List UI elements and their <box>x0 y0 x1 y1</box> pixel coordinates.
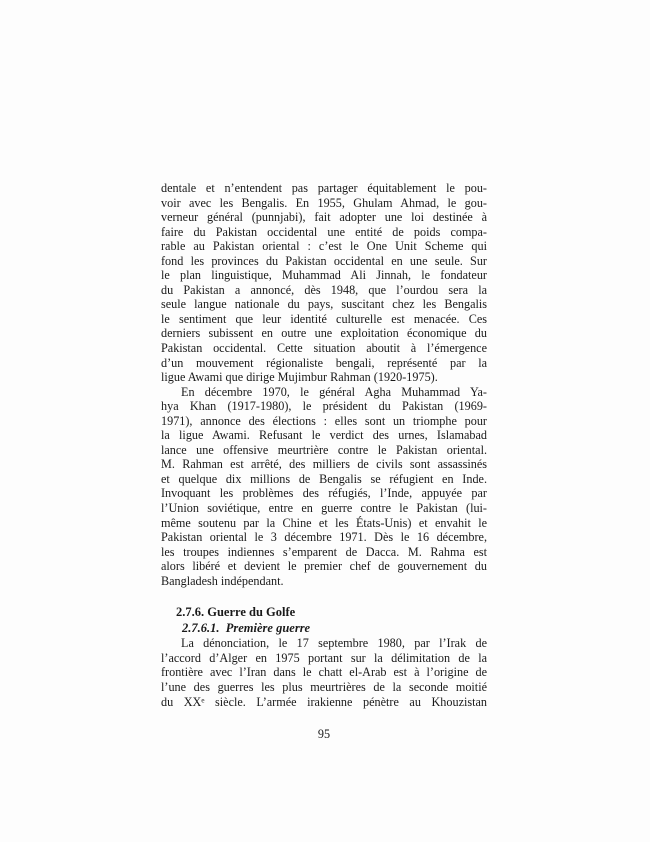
text-line: La dénonciation, le 17 septembre 1980, par l’Irak de <box>181 636 487 651</box>
text-line: frontière avec l’Iran dans le chatt el-Arab est à l’origine de <box>161 665 487 680</box>
text-line: M. Rahman est arrêté, des milliers de civils sont assassinés <box>161 457 487 472</box>
text-line: l’une des guerres les plus meurtrières de la seconde moitié <box>161 679 487 694</box>
section-heading: 2.7.6. Guerre du Golfe <box>176 605 296 620</box>
text-line: la ligue Awami. Refusant le verdict des urnes, Islamabad <box>161 428 487 443</box>
text-line: Pakistan occidental. Cette situation aboutit à l’émergence <box>161 341 487 356</box>
text-line: du XXᵉ siècle. L’armée irakienne pénètre au Khouzistan <box>161 694 487 709</box>
text-line: voir avec les Bengalis. En 1955, Ghulam Ahmad, le gou- <box>161 195 487 210</box>
paragraph <box>161 636 487 709</box>
text-line: l’Union soviétique, entre en guerre contre le Pakistan (lui- <box>161 501 487 516</box>
text-line: les troupes indiennes s’emparent de Dacca. M. Rahma est <box>161 544 487 559</box>
text-line: le plan linguistique, Muhammad Ali Jinnah, le fondateur <box>161 268 487 283</box>
text-line: dentale et n’entendent pas partager équitablement le pou- <box>161 181 487 195</box>
text-line: Invoquant les problèmes des réfugiés, l’Inde, appuyée par <box>161 486 487 501</box>
text-line: derniers subissent en outre une exploitation économique du <box>161 326 487 341</box>
paragraph <box>161 181 487 385</box>
text-line: rable au Pakistan oriental : c’est le One Unit Scheme qui <box>161 239 487 254</box>
text-line: ligue Awami que dirige Mujimbur Rahman (1920-1975). <box>161 370 438 385</box>
text-line: verneur général (punnjabi), fait adopter une loi destinée à <box>161 210 487 225</box>
text-line: lance une offensive meurtrière contre le Pakistan oriental. <box>161 442 487 457</box>
text-line: 1971), annonce des élections : elles sont un triomphe pour <box>161 413 487 428</box>
text-line: l’accord d’Alger en 1975 portant sur la délimitation de la <box>161 650 487 665</box>
text-line: du Pakistan a annoncé, dès 1948, que l’ourdou sera la <box>161 282 487 297</box>
text-line: et quelque dix millions de Bengalis se réfugient en Inde. <box>161 471 487 486</box>
text-line: fond les provinces du Pakistan occidental en une seule. Sur <box>161 253 487 268</box>
paragraph <box>161 385 487 589</box>
text-line: seule langue nationale du pays, suscitant chez les Bengalis <box>161 297 487 312</box>
text-line: Bangladesh indépendant. <box>161 573 284 588</box>
text-line: Pakistan oriental le 3 décembre 1971. Dès le 16 décembre, <box>161 530 487 545</box>
text-line: d’un mouvement régionaliste bengali, représenté par la <box>161 355 487 370</box>
text-line: hya Khan (1917-1980), le président du Pakistan (1969- <box>161 399 487 414</box>
page-text-block <box>161 181 487 709</box>
text-line: faire du Pakistan occidental une entité de poids compa- <box>161 224 487 239</box>
text-line: En décembre 1970, le général Agha Muhammad Ya- <box>181 384 487 399</box>
subsection-heading: 2.7.6.1. Première guerre <box>182 620 311 635</box>
text-line: alors libéré et devient le premier chef de gouvernement du <box>161 559 487 574</box>
page-number: 95 <box>317 727 331 741</box>
text-line: le sentiment que leur identité culturelle est menacée. Ces <box>161 311 487 326</box>
text-line: même soutenu par la Chine et les États-Unis) et envahit le <box>161 515 487 530</box>
